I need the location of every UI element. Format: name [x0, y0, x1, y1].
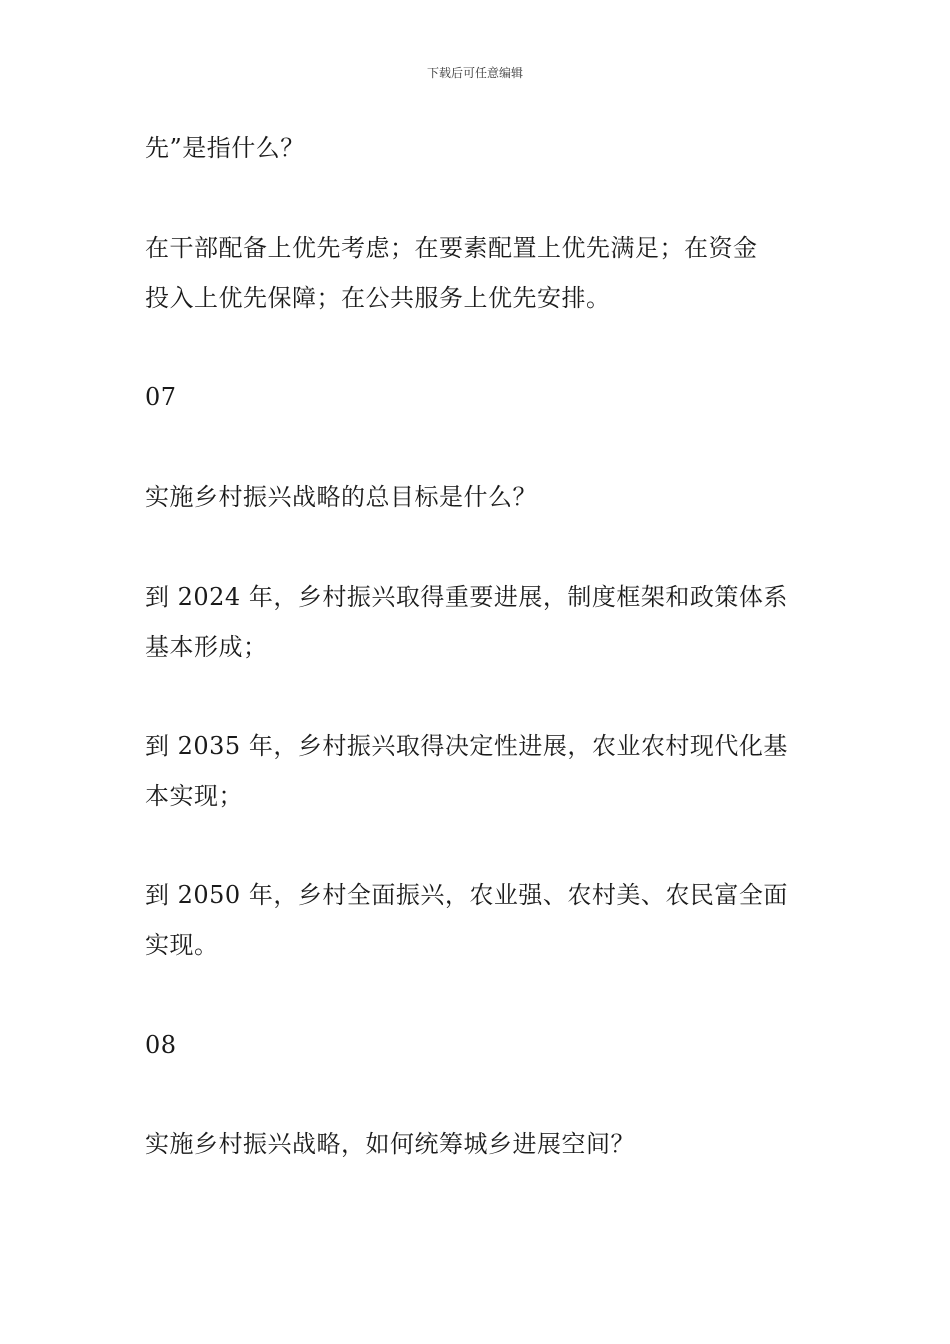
question-continuation: 先”是指什么？ [145, 134, 305, 162]
answer-line: 到 2050 年，乡村全面振兴，农业强、农村美、农民富全面 [145, 881, 788, 909]
answer-line: 在干部配备上优先考虑；在要素配置上优先满足；在资金 [145, 234, 758, 262]
answer-line: 本实现； [145, 782, 243, 810]
answer-line: 基本形成； [145, 633, 268, 661]
answer-line: 实现。 [145, 931, 219, 959]
question-heading: 实施乡村振兴战略，如何统筹城乡进展空间？ [145, 1130, 635, 1158]
section-number: 07 [145, 383, 177, 411]
answer-line: 到 2024 年，乡村振兴取得重要进展，制度框架和政策体系 [145, 583, 788, 611]
section-number: 08 [145, 1031, 177, 1059]
answer-line: 到 2035 年，乡村振兴取得决定性进展，农业农村现代化基 [145, 732, 788, 760]
answer-line: 投入上优先保障；在公共服务上优先安排。 [145, 284, 611, 312]
question-heading: 实施乡村振兴战略的总目标是什么？ [145, 483, 537, 511]
page-header: 下载后可任意编辑 [426, 66, 523, 80]
